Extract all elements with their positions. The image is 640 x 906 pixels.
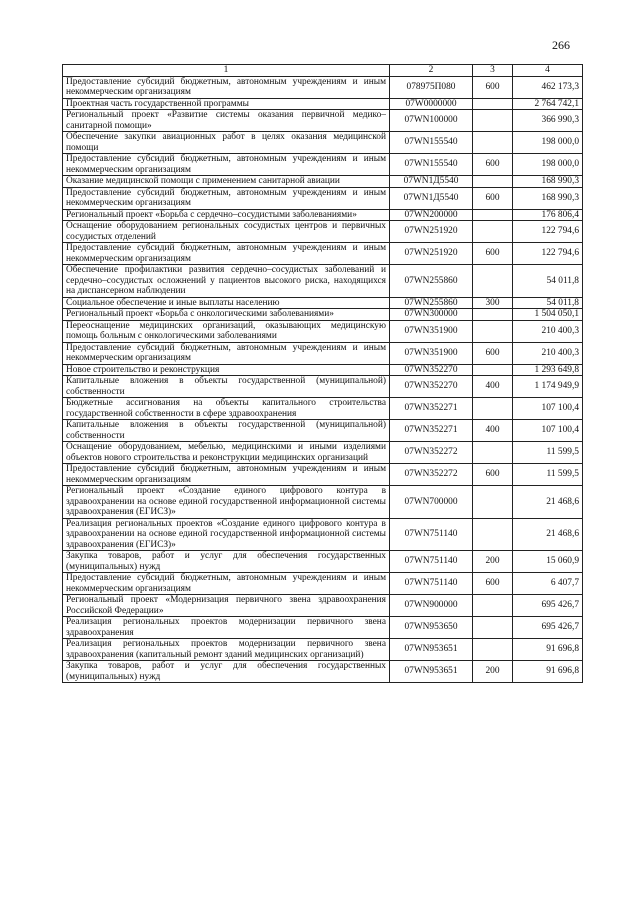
row-code-cell: 07WN352270 [390,364,473,376]
column-header-3: 3 [473,65,513,77]
row-type-cell [473,209,513,221]
row-code-cell: 07WN300000 [390,309,473,321]
table-row [63,420,583,442]
table-row [63,617,583,639]
table-row [63,297,583,309]
row-name-cell: Оказание медицинской помощи с применением санитарной авиации [63,176,390,188]
row-name-cell: Капитальные вложения в объекты государственной (муниципальной) собственности [63,376,390,398]
table-row [63,486,583,519]
row-code-cell: 07WN352272 [390,464,473,486]
table-row [63,221,583,243]
table-row [63,309,583,321]
row-type-cell [473,595,513,617]
row-type-cell: 300 [473,297,513,309]
row-type-cell: 600 [473,342,513,364]
row-code-cell: 07WN352271 [390,398,473,420]
row-amount-cell: 198 000,0 [513,132,583,154]
table-row [63,595,583,617]
table-row [63,464,583,486]
row-amount-cell: 176 806,4 [513,209,583,221]
row-type-cell: 600 [473,154,513,176]
row-code-cell: 07WN953651 [390,661,473,683]
row-code-cell: 07WN255860 [390,297,473,309]
row-code-cell: 07WN1Д5540 [390,187,473,209]
row-amount-cell: 2 764 742,1 [513,98,583,110]
row-amount-cell: 210 400,3 [513,342,583,364]
row-amount-cell: 122 794,6 [513,221,583,243]
row-name-cell: Капитальные вложения в объекты государственной (муниципальной) собственности [63,420,390,442]
row-amount-cell: 695 426,7 [513,617,583,639]
row-type-cell: 600 [473,573,513,595]
row-amount-cell: 11 599,5 [513,442,583,464]
row-code-cell: 07WN200000 [390,209,473,221]
table-row [63,265,583,298]
row-code-cell: 07WN352271 [390,420,473,442]
row-amount-cell: 210 400,3 [513,320,583,342]
table-row [63,573,583,595]
table-row [63,154,583,176]
row-type-cell [473,98,513,110]
table-row [63,98,583,110]
row-code-cell: 07WN352272 [390,442,473,464]
row-code-cell: 07WN251920 [390,243,473,265]
table-row [63,110,583,132]
table-row [63,132,583,154]
row-code-cell: 07WN751140 [390,551,473,573]
row-name-cell: Региональный проект «Борьба с онкологическими заболеваниями» [63,309,390,321]
row-amount-cell: 11 599,5 [513,464,583,486]
row-amount-cell: 91 696,8 [513,661,583,683]
row-amount-cell: 21 468,6 [513,486,583,519]
row-code-cell: 07WN155540 [390,132,473,154]
row-amount-cell: 6 407,7 [513,573,583,595]
row-name-cell: Обеспечение профилактики развития сердечно–сосудистых заболеваний и сердечно–сосудистых осложнений у пациентов высокого риска, находящихся на диспансерном наблюдении [63,265,390,298]
row-code-cell: 07WN900000 [390,595,473,617]
row-name-cell: Социальное обеспечение и иные выплаты населению [63,297,390,309]
row-type-cell [473,110,513,132]
row-name-cell: Оснащение оборудованием региональных сосудистых центров и первичных сосудистых отделений [63,221,390,243]
row-code-cell: 07WN953651 [390,639,473,661]
row-name-cell: Региональный проект «Борьба с сердечно–сосудистыми заболеваниями» [63,209,390,221]
table-row [63,398,583,420]
row-amount-cell: 1 174 949,9 [513,376,583,398]
table-row [63,176,583,188]
row-amount-cell: 107 100,4 [513,420,583,442]
row-type-cell: 400 [473,376,513,398]
row-amount-cell: 168 990,3 [513,176,583,188]
table-row [63,364,583,376]
column-header-2: 2 [390,65,473,77]
row-code-cell: 07WN351900 [390,342,473,364]
table-row [63,661,583,683]
row-name-cell: Предоставление субсидий бюджетным, автономным учреждениям и иным некоммерческим организациям [63,573,390,595]
row-amount-cell: 1 504 050,1 [513,309,583,321]
row-type-cell: 600 [473,464,513,486]
row-amount-cell: 54 011,8 [513,265,583,298]
row-name-cell: Предоставление субсидий бюджетным, автономным учреждениям и иным некоммерческим организациям [63,342,390,364]
row-name-cell: Предоставление субсидий бюджетным, автономным учреждениям и иным некоммерческим организациям [63,464,390,486]
table-row [63,551,583,573]
row-type-cell [473,398,513,420]
row-amount-cell: 1 293 649,8 [513,364,583,376]
row-name-cell: Региональный проект «Модернизация первичного звена здравоохранения Российской Федерации» [63,595,390,617]
row-type-cell: 400 [473,420,513,442]
row-code-cell: 07WN155540 [390,154,473,176]
row-code-cell: 07WN351900 [390,320,473,342]
row-type-cell [473,364,513,376]
row-name-cell: Реализация региональных проектов модернизации первичного звена здравоохранения (капитальный ремонт зданий медицинских организаций) [63,639,390,661]
column-header-4: 4 [513,65,583,77]
row-amount-cell: 91 696,8 [513,639,583,661]
row-type-cell [473,442,513,464]
row-name-cell: Переоснащение медицинских организаций, оказывающих медицинскую помощь больным с онкологическими заболеваниями [63,320,390,342]
table-row [63,209,583,221]
row-type-cell [473,176,513,188]
row-type-cell [473,320,513,342]
row-name-cell: Реализация региональных проектов модернизации первичного звена здравоохранения [63,617,390,639]
row-type-cell [473,221,513,243]
row-name-cell: Новое строительство и реконструкция [63,364,390,376]
row-type-cell [473,132,513,154]
row-amount-cell: 695 426,7 [513,595,583,617]
row-name-cell: Предоставление субсидий бюджетным, автономным учреждениям и иным некоммерческим организациям [63,76,390,98]
row-amount-cell: 21 468,6 [513,518,583,551]
table-row [63,639,583,661]
row-amount-cell: 198 000,0 [513,154,583,176]
row-type-cell: 200 [473,661,513,683]
row-code-cell: 07WN751140 [390,518,473,551]
table-row [63,518,583,551]
row-code-cell: 07WN352270 [390,376,473,398]
row-amount-cell: 54 011,8 [513,297,583,309]
row-code-cell: 07WN255860 [390,265,473,298]
table-row [63,76,583,98]
table-body [63,76,583,683]
row-amount-cell: 366 990,3 [513,110,583,132]
table-row [63,442,583,464]
row-code-cell: 07WN100000 [390,110,473,132]
header-row [63,65,583,77]
row-name-cell: Проектная часть государственной программы [63,98,390,110]
row-type-cell: 600 [473,187,513,209]
row-type-cell: 600 [473,76,513,98]
row-code-cell: 07WN953650 [390,617,473,639]
row-code-cell: 07WN700000 [390,486,473,519]
row-type-cell [473,518,513,551]
row-type-cell: 600 [473,243,513,265]
row-name-cell: Предоставление субсидий бюджетным, автономным учреждениям и иным некоммерческим организациям [63,187,390,209]
table-row [63,243,583,265]
row-type-cell [473,486,513,519]
row-code-cell: 07WN1Д5540 [390,176,473,188]
budget-table [62,64,583,683]
row-type-cell [473,639,513,661]
row-type-cell [473,265,513,298]
row-name-cell: Региональный проект «Развитие системы оказания первичной медико–санитарной помощи» [63,110,390,132]
row-name-cell: Обеспечение закупки авиационных работ в целях оказания медицинской помощи [63,132,390,154]
row-type-cell: 200 [473,551,513,573]
row-name-cell: Предоставление субсидий бюджетным, автономным учреждениям и иным некоммерческим организациям [63,243,390,265]
row-amount-cell: 15 060,9 [513,551,583,573]
table-row [63,320,583,342]
row-name-cell: Реализация региональных проектов «Создание единого цифрового контура в здравоохранении на основе единой государственной информационной системы здравоохранения (ЕГИСЗ)» [63,518,390,551]
table-row [63,376,583,398]
page-number: 266 [552,38,570,52]
table-row [63,187,583,209]
row-amount-cell: 462 173,3 [513,76,583,98]
row-amount-cell: 122 794,6 [513,243,583,265]
row-code-cell: 078975П080 [390,76,473,98]
row-code-cell: 07WN251920 [390,221,473,243]
column-header-1: 1 [63,65,390,77]
row-amount-cell: 168 990,3 [513,187,583,209]
row-code-cell: 07WN751140 [390,573,473,595]
row-type-cell [473,309,513,321]
row-type-cell [473,617,513,639]
row-name-cell: Оснащение оборудованием, мебелью, медицинскими и иными изделиями объектов нового строительства и реконструкции медицинских организаций [63,442,390,464]
row-name-cell: Закупка товаров, работ и услуг для обеспечения государственных (муниципальных) нужд [63,661,390,683]
table-row [63,342,583,364]
row-name-cell: Закупка товаров, работ и услуг для обеспечения государственных (муниципальных) нужд [63,551,390,573]
row-code-cell: 07W0000000 [390,98,473,110]
row-name-cell: Предоставление субсидий бюджетным, автономным учреждениям и иным некоммерческим организациям [63,154,390,176]
row-amount-cell: 107 100,4 [513,398,583,420]
row-name-cell: Бюджетные ассигнования на объекты капитального строительства государственной собственности в сфере здравоохранения [63,398,390,420]
row-name-cell: Региональный проект «Создание единого цифрового контура в здравоохранении на основе единой государственной информационной системы здравоохранения (ЕГИСЗ)» [63,486,390,519]
